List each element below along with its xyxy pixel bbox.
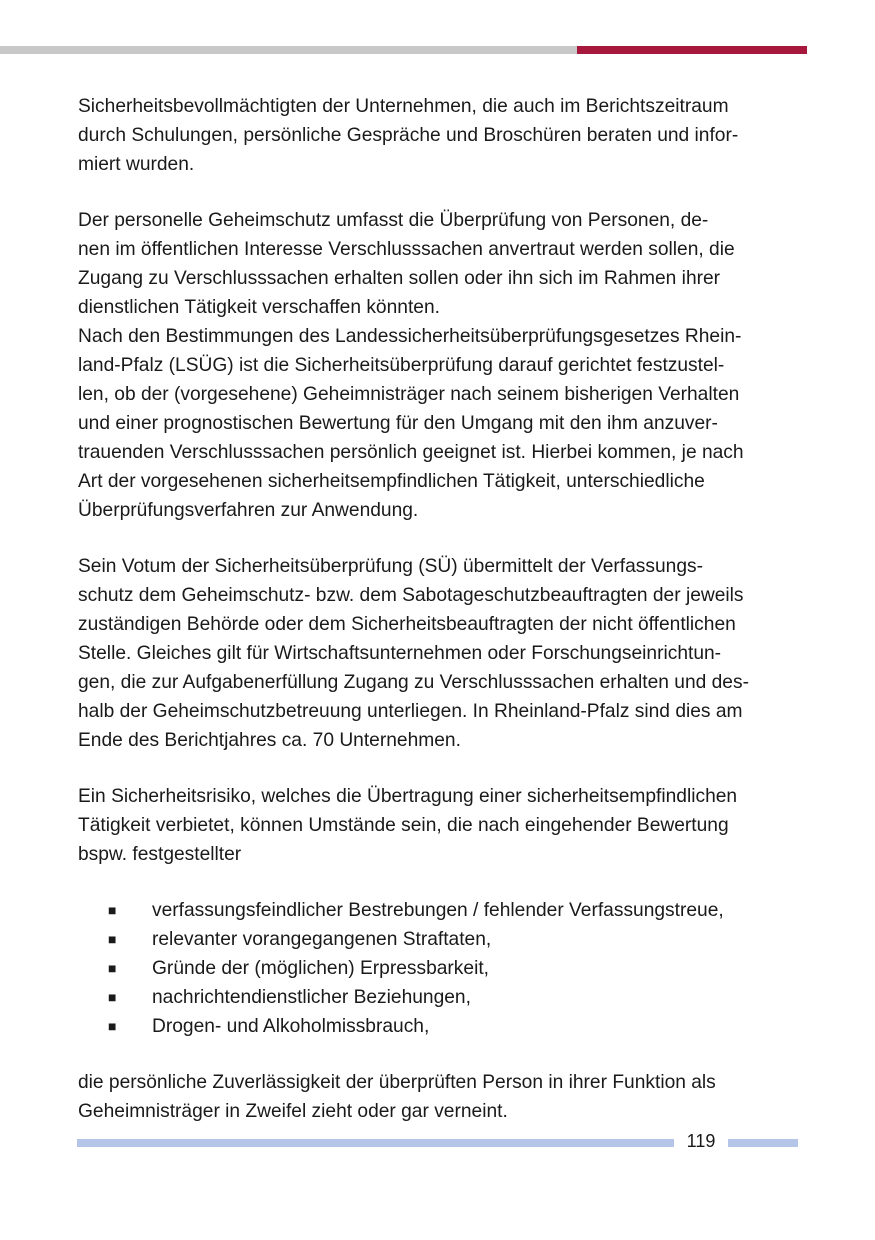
bullet-square-icon: ■ — [108, 931, 117, 947]
list-item — [78, 983, 802, 1012]
page-number: 119 — [686, 1131, 716, 1151]
bullet-square-icon: ■ — [108, 1018, 117, 1034]
paragraph-2: Der personelle Geheimschutz umfasst die Überprüfung von Personen, de- nen im öffentlichen Interesse Verschlusssachen anvertraut werden sollen, die Zugang zu Verschlusssachen erhalten sollen oder ihn sich im Rahmen ihrer dienstlichen Tätigkeit verschaffen könnten. — [78, 210, 735, 318]
footer-rule-left — [77, 1139, 674, 1147]
page-body — [78, 92, 802, 1126]
header-rule-accent — [577, 46, 807, 54]
list-item — [78, 896, 802, 925]
bullet-square-icon: ■ — [108, 902, 117, 918]
header-rule-gray — [0, 46, 577, 54]
list-item-text: verfassungsfeindlicher Bestrebungen / fehlender Verfassungstreue, — [152, 900, 724, 921]
risk-factor-list — [78, 896, 802, 1041]
list-item-text: nachrichtendienstlicher Beziehungen, — [152, 987, 471, 1008]
list-item — [78, 925, 802, 954]
bullet-square-icon: ■ — [108, 989, 117, 1005]
list-item-text: Drogen- und Alkoholmissbrauch, — [152, 1016, 430, 1037]
bullet-square-icon: ■ — [108, 960, 117, 976]
list-item — [78, 1012, 802, 1041]
paragraph-4: Sein Votum der Sicherheitsüberprüfung (SÜ) übermittelt der Verfassungs- schutz dem Geheimschutz- bzw. dem Sabotageschutzbeauftragten der jeweils zuständigen Behörde oder dem Sicherheitsbeauftragten der nicht öffentlichen Stelle. Gleiches gilt für Wirtschaftsunternehmen oder Forschungseinrichtun- gen, die zur Aufgabenerfüllung Zugang zu Verschlusssachen erhalten und des- halb der Geheimschutzbetreuung unterliegen. In Rheinland-Pfalz sind dies am Ende des Berichtjahres ca. 70 Unternehmen. — [78, 556, 749, 751]
paragraph-1: Sicherheitsbevollmächtigten der Unternehmen, die auch im Berichtszeitraum durch Schulungen, persönliche Gespräche und Broschüren beraten und infor- miert wurden. — [78, 96, 739, 175]
paragraph-3: Nach den Bestimmungen des Landessicherheitsüberprüfungsgesetzes Rhein- land-Pfalz (LSÜG) ist die Sicherheitsüberprüfung darauf gerichtet festzustel- len, ob der (vorgesehene) Geheimnisträger nach seinem bisherigen Verhalten und einer prognostischen Bewertung für den Umgang mit den ihm anzuver- trauenden Verschlusssachen persönlich geeignet ist. Hierbei kommen, je nach Art der vorgesehenen sicherheitsempfindlichen Tätigkeit, unterschiedliche Überprüfungsverfahren zur Anwendung. — [78, 326, 744, 521]
footer-rule-right — [728, 1139, 798, 1147]
list-item-text: relevanter vorangegangenen Straftaten, — [152, 929, 492, 950]
paragraph-6: die persönliche Zuverlässigkeit der überprüften Person in ihrer Funktion als Geheimnisträger in Zweifel zieht oder gar verneint. — [78, 1072, 716, 1122]
list-item-text: Gründe der (möglichen) Erpressbarkeit, — [152, 958, 489, 979]
list-item — [78, 954, 802, 983]
paragraph-5: Ein Sicherheitsrisiko, welches die Übertragung einer sicherheitsempfindlichen Tätigkeit verbietet, können Umstände sein, die nach eingehender Bewertung bspw. festgestellter — [78, 786, 738, 865]
